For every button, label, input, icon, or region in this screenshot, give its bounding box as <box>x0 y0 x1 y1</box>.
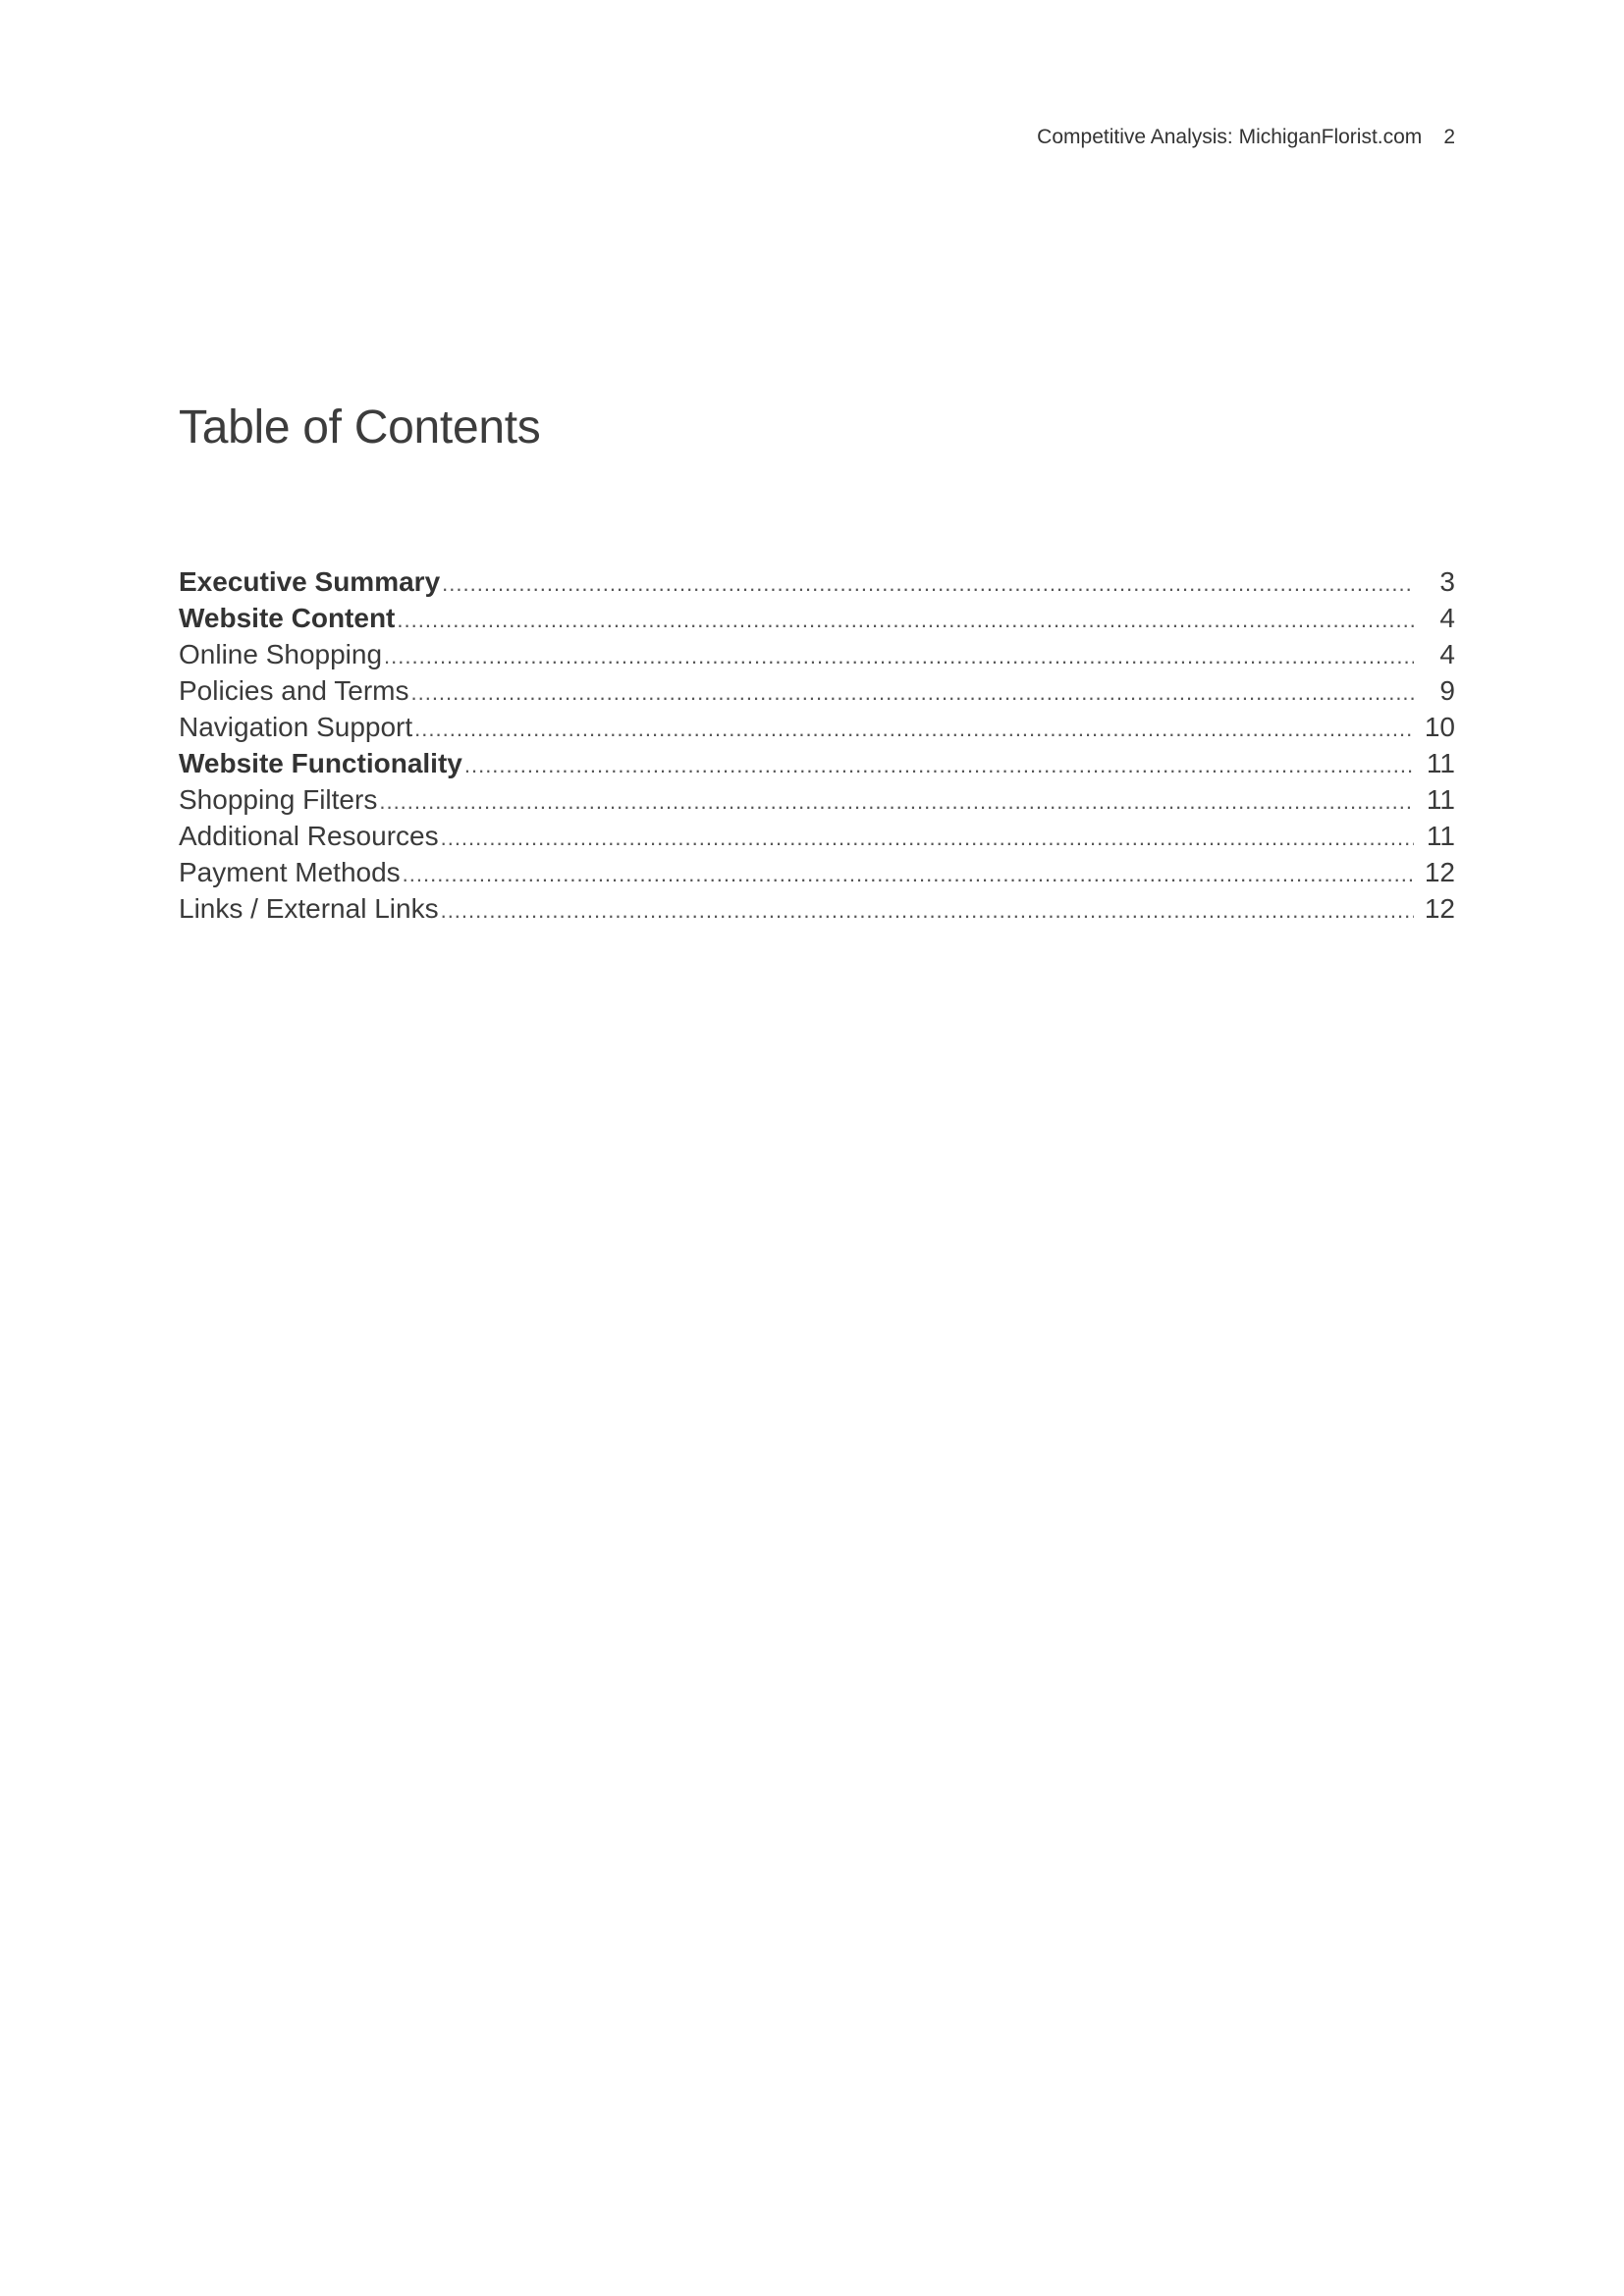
toc-entry-executive-summary[interactable] <box>179 563 1455 600</box>
toc-entry-page: 4 <box>1439 639 1455 669</box>
toc-entry-label: Executive Summary <box>179 566 441 597</box>
toc-list <box>179 563 1455 927</box>
toc-entry-page: 12 <box>1424 893 1455 924</box>
toc-entry-page: 11 <box>1426 784 1455 815</box>
toc-dot-leader <box>384 638 1414 674</box>
toc-dot-leader <box>379 783 1414 820</box>
toc-dot-leader <box>442 565 1414 602</box>
toc-dot-leader <box>403 856 1414 892</box>
toc-entry-label: Shopping Filters <box>179 784 378 815</box>
toc-entry-page: 12 <box>1424 857 1455 887</box>
toc-entry-page: 4 <box>1439 603 1455 633</box>
toc-entry-label: Website Content <box>179 603 396 633</box>
toc-entry-website-functionality[interactable] <box>179 745 1455 781</box>
toc-entry-additional-resources[interactable] <box>179 818 1455 854</box>
toc-dot-leader <box>414 711 1414 747</box>
toc-title: Table of Contents <box>179 401 541 454</box>
toc-entry-navigation-support[interactable] <box>179 709 1455 745</box>
toc-entry-website-content[interactable] <box>179 600 1455 636</box>
running-header <box>1037 126 1455 149</box>
toc-dot-leader <box>441 892 1414 929</box>
toc-dot-leader <box>441 820 1414 856</box>
toc-dot-leader <box>397 602 1414 638</box>
toc-entry-label: Additional Resources <box>179 821 439 851</box>
toc-entry-label: Website Functionality <box>179 748 462 778</box>
toc-entry-page: 11 <box>1426 821 1455 851</box>
toc-entry-label: Online Shopping <box>179 639 383 669</box>
toc-entry-policies-and-terms[interactable] <box>179 672 1455 709</box>
running-header-title: Competitive Analysis: MichiganFlorist.com <box>1037 126 1423 148</box>
toc-entry-label: Payment Methods <box>179 857 401 887</box>
toc-entry-links-external-links[interactable] <box>179 890 1455 927</box>
toc-entry-page: 9 <box>1439 675 1455 706</box>
toc-dot-leader <box>464 747 1414 783</box>
toc-entry-page: 3 <box>1439 566 1455 597</box>
toc-entry-label: Links / External Links <box>179 893 439 924</box>
toc-entry-online-shopping[interactable] <box>179 636 1455 672</box>
toc-entry-label: Navigation Support <box>179 712 413 742</box>
toc-entry-page: 10 <box>1424 712 1455 742</box>
toc-dot-leader <box>410 674 1414 711</box>
toc-entry-page: 11 <box>1426 748 1455 778</box>
page-number: 2 <box>1443 126 1455 148</box>
toc-entry-label: Policies and Terms <box>179 675 409 706</box>
toc-entry-payment-methods[interactable] <box>179 854 1455 890</box>
toc-entry-shopping-filters[interactable] <box>179 781 1455 818</box>
